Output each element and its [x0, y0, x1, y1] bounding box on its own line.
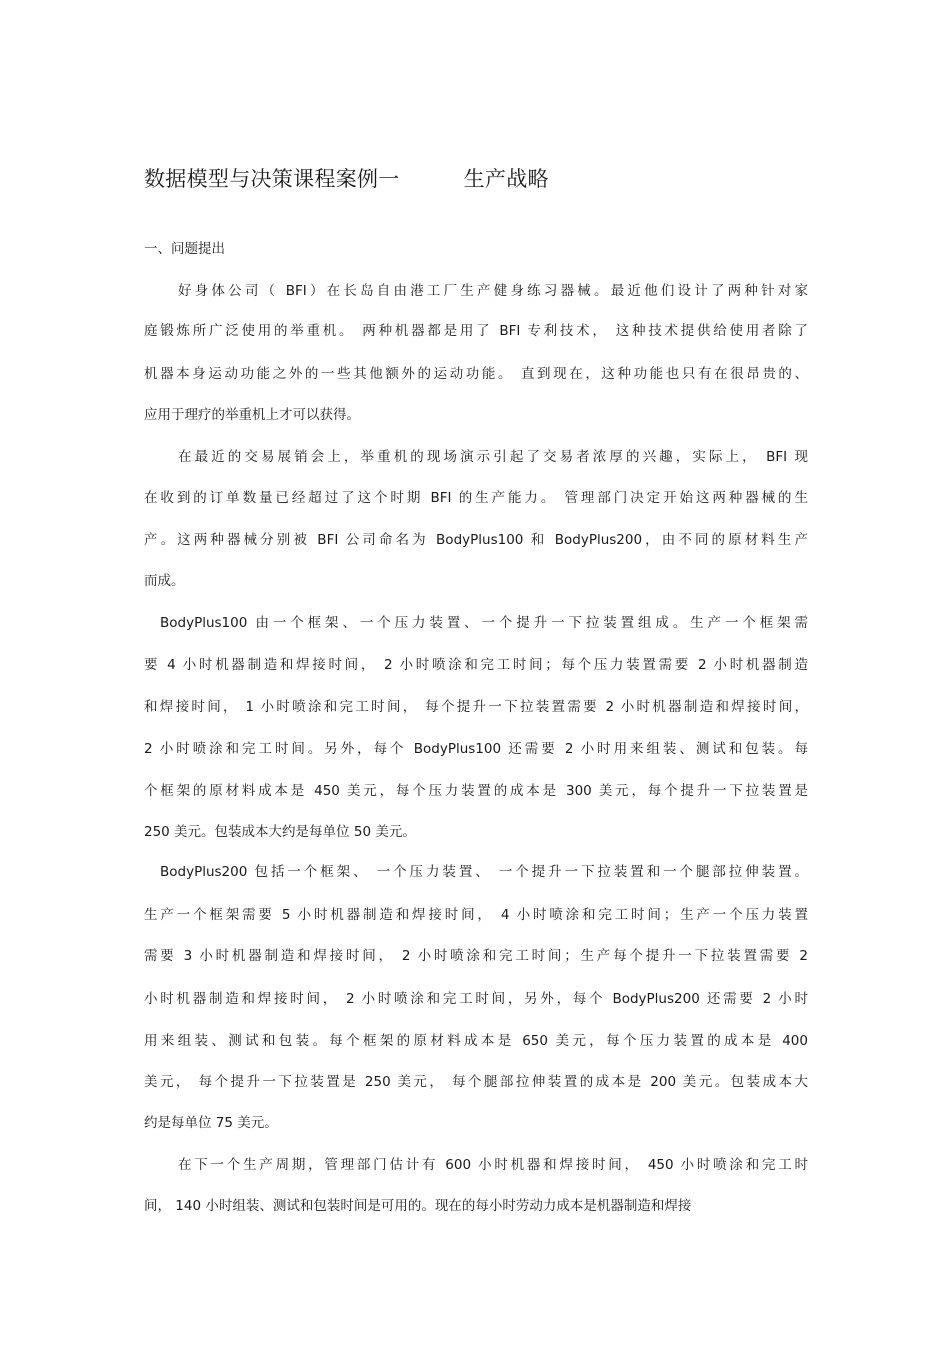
paragraph-line: 2 小时喷涂和完工时间。另外，每个 BodyPlus100 还需要 2 小时用来组装、测试和包装。每: [144, 741, 808, 757]
paragraph-line: 250 美元。包装成本大约是每单位 50 美元。: [144, 824, 416, 840]
paragraph-line: 个框架的原材料成本是 450 美元，每个压力装置的成本是 300 美元，每个提升一下拉装置是: [144, 783, 808, 799]
paragraph-line: 小时机器制造和焊接时间， 2 小时喷涂和完工时间，另外，每个 BodyPlus200 还需要 2 小时: [144, 991, 808, 1007]
paragraph-line: 需要 3 小时机器制造和焊接时间， 2 小时喷涂和完工时间；生产每个提升一下拉装置需要 2: [144, 948, 808, 964]
paragraph-line: 机器本身运动功能之外的一些其他额外的运动功能。 直到现在，这种功能也只有在很昂贵的、: [144, 366, 808, 382]
paragraph-line: 产。这两种器械分别被 BFI 公司命名为 BodyPlus100 和 BodyPlus200，由不同的原材料生产: [144, 532, 808, 548]
paragraph-line: 用来组装、测试和包装。每个框架的原材料成本是 650 美元，每个压力装置的成本是 400: [144, 1033, 808, 1049]
title-main: 数据模型与决策课程案例一: [144, 167, 400, 191]
paragraph-line: 生产一个框架需要 5 小时机器制造和焊接时间， 4 小时喷涂和完工时间；生产一个压力装置: [144, 907, 808, 923]
paragraph-line: 和焊接时间， 1 小时喷涂和完工时间， 每个提升一下拉装置需要 2 小时机器制造和焊接时间，: [144, 699, 808, 715]
paragraph-line: 要 4 小时机器制造和焊接时间， 2 小时喷涂和完工时间；每个压力装置需要 2 小时机器制造: [144, 657, 808, 673]
section-heading: 一、问题提出: [144, 241, 225, 257]
paragraph-line: 应用于理疗的举重机上才可以获得。: [144, 407, 360, 423]
paragraph-line: 间， 140 小时组装、测试和包装时间是可用的。现在的每小时劳动力成本是机器制造和焊接: [144, 1198, 692, 1214]
paragraph-line: 在下一个生产周期，管理部门估计有 600 小时机器和焊接时间， 450 小时喷涂和完工时: [178, 1157, 808, 1173]
page-title: [144, 164, 549, 194]
title-suffix: 生产战略: [463, 167, 549, 191]
paragraph-line: 在最近的交易展销会上，举重机的现场演示引起了交易者浓厚的兴趣，实际上， BFI 现: [178, 449, 808, 465]
paragraph-line: 好身体公司（ BFI）在长岛自由港工厂生产健身练习器械。最近他们设计了两种针对家: [178, 283, 808, 299]
paragraph-line: 而成。: [144, 573, 185, 589]
paragraph-line: 美元， 每个提升一下拉装置是 250 美元， 每个腿部拉伸装置的成本是 200 美元。包装成本大: [144, 1074, 808, 1090]
paragraph-line: 庭锻炼所广泛使用的举重机。 两种机器都是用了 BFI 专利技术， 这种技术提供给使用者除了: [144, 323, 808, 339]
paragraph-line: BodyPlus200 包括一个框架、 一个压力装置、 一个提升一下拉装置和一个腿部拉伸装置。: [160, 864, 808, 880]
paragraph-line: BodyPlus100 由一个框架、一个压力装置、一个提升一下拉装置组成。生产一个框架需: [160, 615, 808, 631]
paragraph-line: 在收到的订单数量已经超过了这个时期 BFI 的生产能力。 管理部门决定开始这两种器械的生: [144, 490, 808, 506]
paragraph-line: 约是每单位 75 美元。: [144, 1115, 278, 1131]
